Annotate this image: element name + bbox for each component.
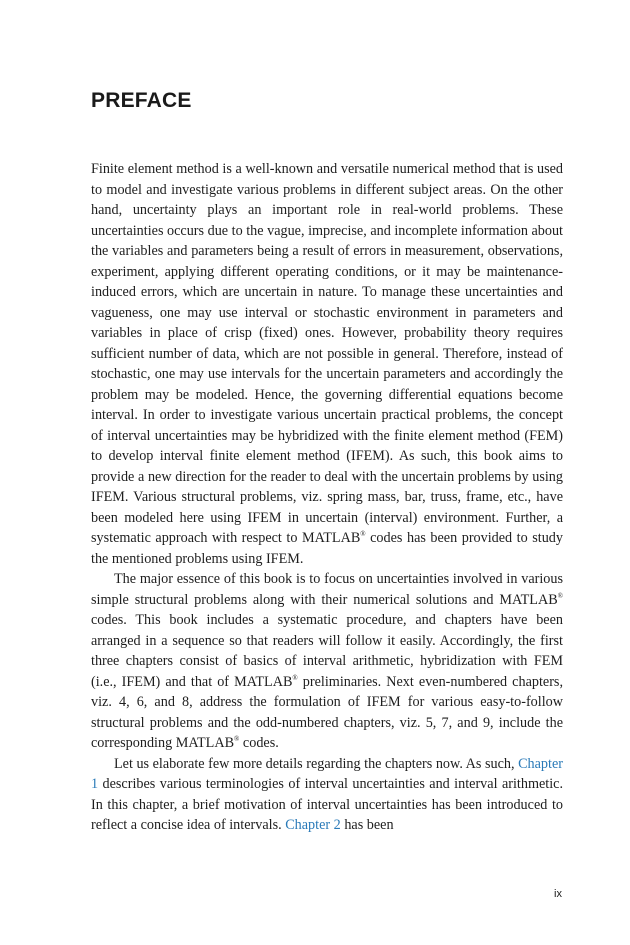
paragraph-2-text-c: preliminaries. Next even-numbered chapters, viz. 4, 6, and 8, address the formulation of IFEM for various easy-to-follow structural problems and the odd-numbered chapters, viz. 5, 7, and 9, include the corresponding MATLAB xyxy=(91,673,563,751)
registered-mark: ® xyxy=(360,530,366,538)
registered-mark: ® xyxy=(234,735,240,743)
registered-mark: ® xyxy=(292,673,298,682)
page-number: ix xyxy=(554,888,562,900)
paragraph-1 xyxy=(91,159,563,569)
paragraph-3-text-a: Let us elaborate few more details regarding the chapters now. As such, xyxy=(114,755,519,772)
paragraph-2-text-b: codes. This book includes a systematic procedure, and chapters have been arranged in a sequence so that readers will follow it easily. Accordingly, the first three chapters consist of basics of interval arithmetic, hybridization with FEM (i.e., IFEM) and that of MATLAB xyxy=(91,612,563,690)
paragraph-3-text-b: describes various terminologies of interval uncertainties and interval arithmetic. In this chapter, a brief motivation of interval uncertainties has been introduced to reflect a concise idea of intervals. xyxy=(91,776,563,833)
paragraph-3 xyxy=(91,754,563,836)
preface-body xyxy=(91,159,563,836)
paragraph-1-text-a: Finite element method is a well-known and versatile numerical method that is used to model and investigate various problems in different subject areas. On the other hand, uncertainty plays an important role in real-world problems. These uncertainties occurs due to the vague, imprecise, and incomplete information about the variables and parameters being a result of errors in measurement, observations, experiment, applying different operating conditions, or it may be maintenance-induced errors, which are uncertain in nature. To manage these uncertainties and vagueness, one may use interval or stochastic environment in parameters and variables in place of crisp (fixed) ones. However, probability theory requires sufficient number of data, which are not possible in general. Therefore, instead of stochastic, one may use intervals for the uncertain parameters and accordingly the problem may be modeled. Hence, the governing differential equations become interval. In order to investigate various uncertain practical problems, the concept of interval uncertainties may be hybridized with the finite element method (FEM) to develop interval finite element method (IFEM). As such, this book aims to provide a new direction for the reader to deal with the uncertain problems by using IFEM. Various structural problems, viz. spring mass, bar, truss, frame, etc., have been modeled here using IFEM in uncertain (interval) environment. Further, a systematic approach with respect to MATLAB xyxy=(91,161,563,546)
paragraph-3-text-c: has been xyxy=(340,817,394,833)
paragraph-1-text-b: codes has been provided to study the mentioned problems using IFEM. xyxy=(91,530,563,567)
chapter-2-link[interactable]: Chapter 2 xyxy=(285,817,341,833)
page-title: PREFACE xyxy=(91,89,192,112)
registered-mark: ® xyxy=(557,591,563,600)
chapter-1-link[interactable]: Chapter 1 xyxy=(91,755,563,792)
paragraph-2 xyxy=(91,569,563,754)
paragraph-2-text-d: codes. xyxy=(239,735,279,751)
paragraph-2-text-a: The major essence of this book is to focus on uncertainties involved in various simple structural problems along with their numerical solutions and MATLAB xyxy=(91,571,563,608)
